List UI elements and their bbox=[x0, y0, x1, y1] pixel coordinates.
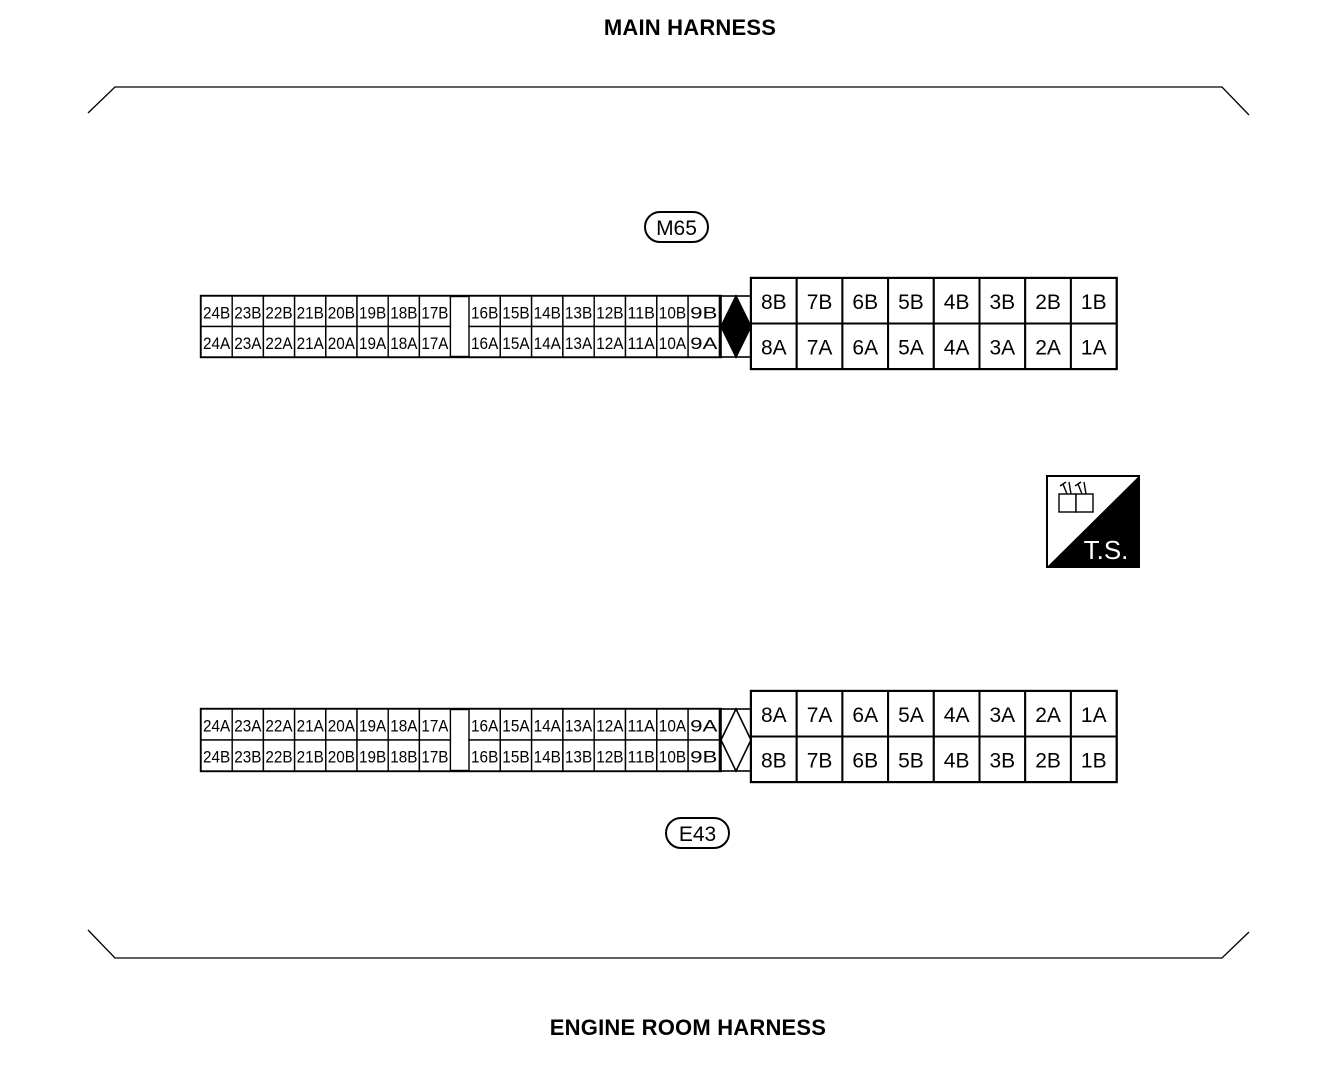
ts-label: T.S. bbox=[1083, 535, 1129, 565]
pin-cell bbox=[594, 709, 625, 740]
pin-cell bbox=[500, 296, 531, 327]
pin-label: 15B bbox=[502, 747, 530, 767]
pin-cell bbox=[934, 324, 980, 370]
connector-bottom bbox=[201, 691, 1117, 782]
pin-label: 6A bbox=[852, 703, 879, 727]
pin-cell bbox=[563, 296, 594, 327]
pin-label: 11B bbox=[627, 747, 655, 767]
pin-label: 8B bbox=[761, 749, 787, 773]
pin-label: 14A bbox=[533, 716, 562, 736]
pin-cell bbox=[201, 327, 232, 358]
pin-label: 7A bbox=[806, 703, 833, 727]
pin-cell bbox=[469, 327, 500, 358]
harness-outline-top bbox=[88, 87, 1249, 115]
pin-cell bbox=[326, 740, 357, 771]
pin-cell bbox=[295, 327, 326, 358]
pin-label: 9A bbox=[690, 716, 719, 736]
pin-label: 24A bbox=[203, 333, 231, 353]
pin-label: 17A bbox=[421, 333, 449, 353]
pin-label: 1A bbox=[1080, 336, 1107, 360]
pin-label: 10A bbox=[658, 716, 687, 736]
pin-cell bbox=[232, 327, 263, 358]
pin-cell bbox=[469, 709, 500, 740]
pin-label: 15A bbox=[502, 716, 531, 736]
pin-cell bbox=[500, 327, 531, 358]
pin-cell bbox=[934, 278, 980, 324]
pin-cell bbox=[263, 740, 294, 771]
pin-label: 10A bbox=[658, 333, 687, 353]
pin-label: 16B bbox=[471, 747, 499, 767]
pin-cell bbox=[500, 740, 531, 771]
pin-label: 17B bbox=[421, 303, 449, 323]
pin-cell bbox=[626, 327, 657, 358]
connector-id-bottom: E43 bbox=[678, 823, 717, 846]
pin-cell bbox=[1071, 278, 1117, 324]
pin-cell bbox=[797, 737, 843, 783]
pin-label: 18B bbox=[390, 303, 418, 323]
pin-cell bbox=[1025, 278, 1071, 324]
pin-cell bbox=[594, 327, 625, 358]
pin-cell bbox=[532, 709, 563, 740]
pin-label: 5B bbox=[898, 749, 924, 773]
pin-cell bbox=[626, 296, 657, 327]
pin-label: 8B bbox=[761, 290, 787, 314]
pin-label: 4B bbox=[943, 290, 970, 314]
pin-cell bbox=[1025, 691, 1071, 737]
pin-label: 13B bbox=[564, 303, 593, 323]
pin-cell bbox=[657, 327, 688, 358]
pin-label: 5A bbox=[898, 703, 924, 727]
pin-label: 7B bbox=[806, 290, 833, 314]
pin-cell bbox=[797, 324, 843, 370]
pin-label: 8A bbox=[761, 336, 787, 360]
pin-cell bbox=[357, 740, 388, 771]
pin-cell bbox=[263, 327, 294, 358]
pin-label: 3B bbox=[989, 749, 1016, 773]
pin-cell bbox=[751, 737, 797, 783]
pin-cell bbox=[295, 296, 326, 327]
pin-cell bbox=[232, 740, 263, 771]
pin-cell bbox=[326, 709, 357, 740]
pin-cell bbox=[888, 324, 934, 370]
pin-label: 19B bbox=[359, 747, 387, 767]
pin-cell bbox=[888, 278, 934, 324]
pin-label: 4B bbox=[943, 749, 970, 773]
pin-label: 20A bbox=[327, 716, 356, 736]
pin-cell bbox=[980, 278, 1026, 324]
pin-label: 6B bbox=[852, 749, 879, 773]
pin-label: 21B bbox=[296, 747, 324, 767]
pin-label: 18A bbox=[390, 716, 418, 736]
pin-label: 15A bbox=[502, 333, 531, 353]
pin-label: 2B bbox=[1035, 290, 1061, 314]
pin-cell bbox=[751, 691, 797, 737]
pin-label: 1B bbox=[1080, 749, 1107, 773]
connector-id-badge-bottom bbox=[666, 818, 729, 848]
pin-label: 13B bbox=[564, 747, 593, 767]
pin-label: 2B bbox=[1035, 749, 1061, 773]
pin-cell bbox=[563, 709, 594, 740]
pin-cell bbox=[419, 709, 450, 740]
ts-badge bbox=[1047, 476, 1139, 567]
pin-label: 19B bbox=[359, 303, 387, 323]
pin-label: 23A bbox=[234, 716, 262, 736]
pin-label: 24B bbox=[203, 303, 231, 323]
pin-cell bbox=[688, 327, 719, 358]
pin-label: 11B bbox=[627, 303, 655, 323]
pin-label: 16A bbox=[471, 716, 499, 736]
pin-label: 12B bbox=[596, 303, 624, 323]
pin-label: 4A bbox=[943, 703, 970, 727]
pin-cell bbox=[980, 324, 1026, 370]
pin-label: 7B bbox=[806, 749, 833, 773]
pin-cell bbox=[263, 709, 294, 740]
pin-label: 10B bbox=[658, 747, 687, 767]
pin-cell bbox=[295, 740, 326, 771]
pin-label: 22B bbox=[265, 747, 293, 767]
pin-label: 23A bbox=[234, 333, 262, 353]
pin-cell bbox=[657, 709, 688, 740]
pin-cell bbox=[594, 740, 625, 771]
pin-cell bbox=[888, 691, 934, 737]
pin-cell bbox=[626, 709, 657, 740]
pin-label: 14B bbox=[533, 303, 561, 323]
pin-label: 24B bbox=[203, 747, 231, 767]
pin-label: 22A bbox=[265, 716, 294, 736]
pin-label: 5B bbox=[898, 290, 924, 314]
pin-label: 12A bbox=[596, 716, 625, 736]
pin-label: 7A bbox=[806, 336, 833, 360]
pin-label: 12B bbox=[596, 747, 624, 767]
pin-cell bbox=[419, 740, 450, 771]
pin-cell bbox=[357, 327, 388, 358]
pin-cell bbox=[934, 737, 980, 783]
pin-cell bbox=[842, 278, 888, 324]
pin-label: 4A bbox=[943, 336, 970, 360]
pin-label: 10B bbox=[658, 303, 687, 323]
pin-cell bbox=[751, 278, 797, 324]
pin-cell bbox=[388, 296, 419, 327]
pin-label: 18A bbox=[390, 333, 418, 353]
pin-label: 20B bbox=[327, 747, 355, 767]
pin-cell bbox=[980, 737, 1026, 783]
pin-cell bbox=[888, 737, 934, 783]
pin-cell bbox=[751, 324, 797, 370]
pin-cell bbox=[797, 691, 843, 737]
pin-label: 12A bbox=[596, 333, 625, 353]
pin-cell bbox=[688, 296, 719, 327]
pin-cell bbox=[469, 740, 500, 771]
pin-cell bbox=[842, 737, 888, 783]
pin-cell bbox=[326, 327, 357, 358]
pin-label: 19A bbox=[359, 716, 387, 736]
pin-cell bbox=[1071, 324, 1117, 370]
pin-label: 1A bbox=[1080, 703, 1107, 727]
pin-cell bbox=[688, 709, 719, 740]
pin-label: 3A bbox=[989, 703, 1016, 727]
pin-cell bbox=[419, 296, 450, 327]
pin-cell bbox=[1071, 737, 1117, 783]
pin-label: 21A bbox=[296, 333, 325, 353]
pin-cell bbox=[563, 327, 594, 358]
pin-cell bbox=[1025, 737, 1071, 783]
pin-cell bbox=[563, 740, 594, 771]
pin-cell bbox=[1025, 324, 1071, 370]
pin-label: 14B bbox=[533, 747, 561, 767]
main-harness-title: MAIN HARNESS bbox=[603, 15, 777, 40]
engine-room-harness-title: ENGINE ROOM HARNESS bbox=[549, 1015, 827, 1040]
pin-cell bbox=[419, 327, 450, 358]
pin-cell bbox=[594, 296, 625, 327]
pin-cell bbox=[532, 296, 563, 327]
pin-cell bbox=[532, 327, 563, 358]
pin-label: 22B bbox=[265, 303, 293, 323]
pin-cell bbox=[657, 740, 688, 771]
pin-cell bbox=[657, 296, 688, 327]
pin-label: 16B bbox=[471, 303, 499, 323]
pin-label: 1B bbox=[1080, 290, 1107, 314]
pin-label: 24A bbox=[203, 716, 231, 736]
pin-label: 6A bbox=[852, 336, 879, 360]
pin-label: 22A bbox=[265, 333, 294, 353]
pin-cell bbox=[500, 709, 531, 740]
pin-label: 2A bbox=[1035, 336, 1061, 360]
pin-label: 9B bbox=[690, 747, 718, 767]
pin-label: 5A bbox=[898, 336, 924, 360]
pin-label: 23B bbox=[234, 303, 262, 323]
connector-top bbox=[201, 278, 1117, 369]
pin-label: 18B bbox=[390, 747, 418, 767]
pin-cell bbox=[842, 324, 888, 370]
pin-cell bbox=[1071, 691, 1117, 737]
pin-cell bbox=[295, 709, 326, 740]
pin-cell bbox=[201, 709, 232, 740]
pin-cell bbox=[688, 740, 719, 771]
pin-cell bbox=[797, 278, 843, 324]
pin-cell bbox=[388, 327, 419, 358]
pin-label: 9A bbox=[690, 333, 719, 353]
pin-label: 3A bbox=[989, 336, 1016, 360]
pin-label: 15B bbox=[502, 303, 530, 323]
connector-id-top: M65 bbox=[656, 217, 697, 240]
pin-label: 13A bbox=[564, 333, 593, 353]
pin-cell bbox=[934, 691, 980, 737]
pin-cell bbox=[357, 709, 388, 740]
connector-id-badge-top bbox=[645, 212, 708, 242]
pin-label: 21B bbox=[296, 303, 324, 323]
pin-label: 16A bbox=[471, 333, 499, 353]
pin-cell bbox=[980, 691, 1026, 737]
pin-label: 23B bbox=[234, 747, 262, 767]
pin-label: 20A bbox=[327, 333, 356, 353]
pin-label: 11A bbox=[627, 333, 656, 353]
harness-outline-bottom bbox=[88, 930, 1249, 958]
pin-label: 20B bbox=[327, 303, 355, 323]
pin-label: 6B bbox=[852, 290, 879, 314]
pin-cell bbox=[263, 296, 294, 327]
pin-label: 21A bbox=[296, 716, 325, 736]
pin-label: 8A bbox=[761, 703, 787, 727]
pin-cell bbox=[232, 296, 263, 327]
pin-cell bbox=[357, 296, 388, 327]
pin-label: 3B bbox=[989, 290, 1016, 314]
pin-cell bbox=[842, 691, 888, 737]
pin-cell bbox=[388, 740, 419, 771]
pin-label: 13A bbox=[564, 716, 593, 736]
pin-label: 14A bbox=[533, 333, 562, 353]
pin-cell bbox=[388, 709, 419, 740]
pin-cell bbox=[326, 296, 357, 327]
pin-cell bbox=[626, 740, 657, 771]
pin-label: 17B bbox=[421, 747, 449, 767]
pin-cell bbox=[201, 740, 232, 771]
pin-label: 2A bbox=[1035, 703, 1061, 727]
pin-label: 19A bbox=[359, 333, 387, 353]
pin-cell bbox=[201, 296, 232, 327]
pin-cell bbox=[232, 709, 263, 740]
pin-label: 11A bbox=[627, 716, 656, 736]
pin-cell bbox=[532, 740, 563, 771]
pin-label: 9B bbox=[690, 303, 718, 323]
pin-cell bbox=[469, 296, 500, 327]
pin-label: 17A bbox=[421, 716, 449, 736]
